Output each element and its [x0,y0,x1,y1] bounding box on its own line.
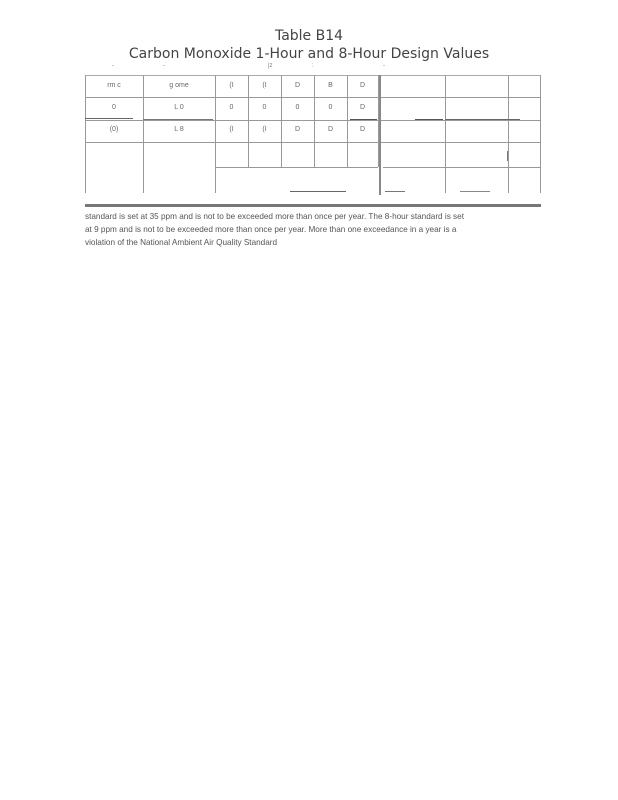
row3-val: (I [229,126,234,133]
row2-val: 0 [295,104,300,111]
row1-col1: rm c [107,82,121,89]
row3-col1: (0) [109,126,119,133]
scan-artifact [143,119,213,120]
header-mark: - [383,63,385,69]
row3-val: (I [262,126,267,133]
row2-col2: L 0 [174,104,184,111]
scan-artifact [385,191,405,192]
scan-artifact [85,118,133,119]
row3-val: D [294,126,301,133]
table-title: Table B14 [274,28,344,44]
row2-val: 0 [262,104,267,111]
row2-val: D [359,104,366,111]
row1-val: (I [262,82,267,89]
header-mark: : [312,63,314,69]
row2-val: 0 [229,104,234,111]
footnote-line: at 9 ppm and is not to be exceeded more than once per year. More than one exceedance in a year is a [85,225,457,234]
row1-val: D [359,82,366,89]
row1-val: B [328,82,333,89]
scan-artifact [350,119,377,120]
scan-artifact [415,119,443,120]
row2-col1: 0 [112,104,116,111]
scan-artifact [460,191,490,192]
footnote [85,210,545,249]
footnote-line: violation of the National Ambient Air Quality Standard [85,238,278,247]
row1-val: (I [229,82,234,89]
row3-val: D [359,126,366,133]
row2-val: 0 [328,104,333,111]
row3-col2: L 8 [174,126,184,133]
header-mark: |z [268,63,273,69]
row1-col2: g ome [169,82,189,89]
scan-artifact [290,191,346,192]
table-subtitle: Carbon Monoxide 1-Hour and 8-Hour Design Values [128,46,490,62]
footnote-line: standard is set at 35 ppm and is not to be exceeded more than once per year. The 8-hour standard is set [85,212,464,221]
header-mark: - [163,63,165,69]
scan-artifact [507,151,508,161]
design-values-table [85,75,541,207]
header-mark: - [112,63,114,69]
row1-val: D [294,82,301,89]
row3-val: D [327,126,334,133]
scan-artifact [445,119,520,120]
